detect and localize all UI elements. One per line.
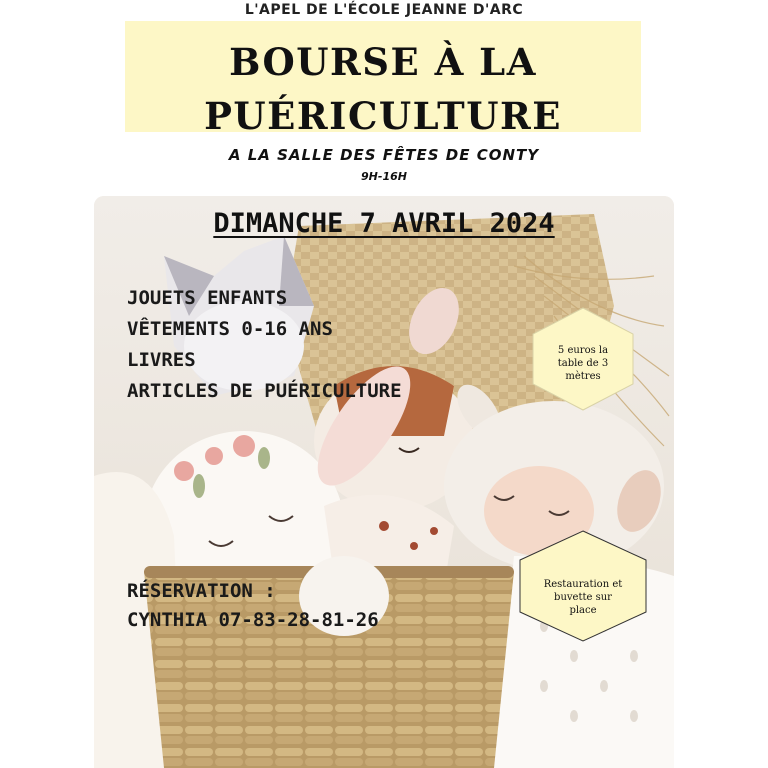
list-item: ARTICLES DE PUÉRICULTURE (127, 380, 402, 402)
reservation-block (127, 577, 379, 635)
reservation-contact: CYNTHIA 07-83-28-81-26 (127, 609, 379, 631)
food-badge-text: Restauration et buvette sur place (543, 579, 623, 616)
hours-text: 9H-16H (361, 170, 407, 183)
venue-text: A LA SALLE DES FÊTES DE CONTY (228, 146, 540, 164)
reservation-label: RÉSERVATION : (127, 580, 276, 602)
list-item: LIVRES (127, 349, 196, 371)
list-item: JOUETS ENFANTS (127, 287, 288, 309)
title-line-1: BOURSE À LA (229, 40, 537, 84)
price-badge-text: 5 euros la table de 3 mètres (557, 345, 609, 382)
organizer-text: L'APEL DE L'ÉCOLE JEANNE D'ARC (244, 2, 524, 18)
title-line-2: PUÉRICULTURE (204, 94, 562, 138)
list-item: VÊTEMENTS 0-16 ANS (127, 318, 333, 340)
event-date: DIMANCHE 7 AVRIL 2024 (213, 208, 555, 239)
